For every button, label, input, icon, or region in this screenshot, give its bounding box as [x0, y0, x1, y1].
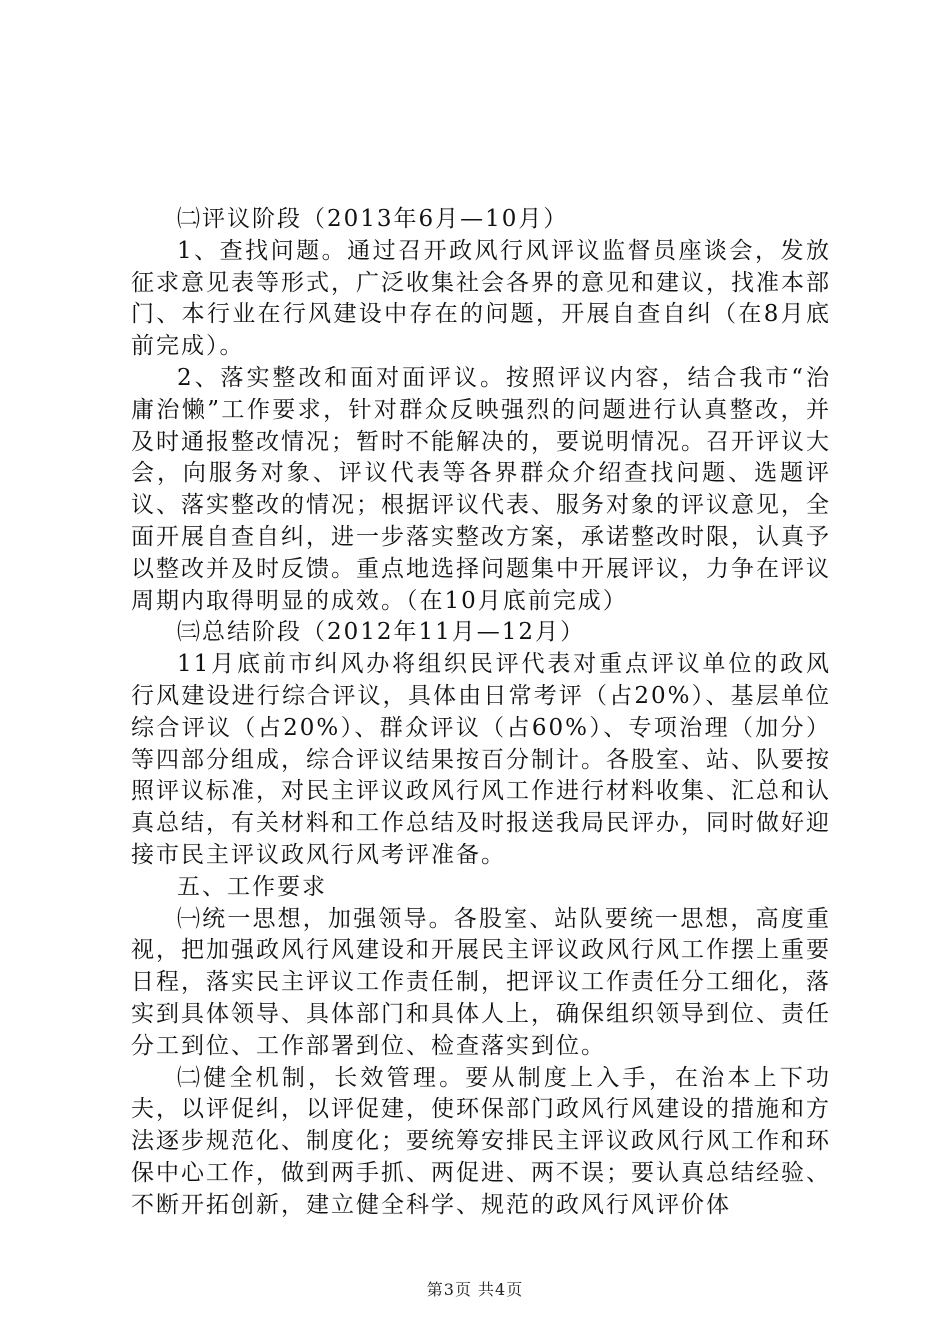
section-heading-work-requirements: 五、工作要求	[177, 873, 327, 900]
document-body	[131, 204, 831, 1222]
paragraph-unify-thinking: ㈠统一思想，加强领导。各股室、站队要统一思想，高度重视，把加强政风行风建设和开展民主评议政风行风工作摆上重要日程，落实民主评议工作责任制，把评议工作责任分工细化，落实到具体领导、具体部门和具体人上，确保组织领导到位、责任分工到位、工作部署到位、检查落实到位。	[131, 905, 831, 1059]
paragraph-review-stage-heading: ㈡评议阶段（2013年6月—10月）	[177, 206, 569, 232]
paragraph-find-problems: 1、查找问题。通过召开政风行风评议监督员座谈会，发放征求意见表等形式，广泛收集社会各界的意见和建议，找准本部门、本行业在行风建设中存在的问题，开展自查自纠（在8月底前完成）。	[131, 237, 831, 360]
paragraph-summary-details: 11月底前市纠风办将组织民评代表对重点评议单位的政风行风建设进行综合评议，具体由日常考评（占20%）、基层单位综合评议（占20%）、群众评议（占60%）、专项治理（加分）等四部分组成，综合评议结果按百分制计。各股室、站、队要按照评议标准，对民主评议政风行风工作进行材料收集、汇总和认真总结，有关材料和工作总结及时报送我局民评办，同时做好迎接市民主评议政风行风考评准备。	[131, 651, 831, 868]
paragraph-summary-stage-heading: ㈢总结阶段（2012年11月—12月）	[177, 619, 586, 646]
page-footer: 第3页 共4页	[426, 1280, 524, 1299]
paragraph-rectification: 2、落实整改和面对面评议。按照评议内容，结合我市“治庸治懒”工作要求，针对群众反映强烈的问题进行认真整改，并及时通报整改情况；暂时不能解决的，要说明情况。召开评议大会，向服务对象、评议代表等各界群众介绍查找问题、选题评议、落实整改的情况；根据评议代表、服务对象的评议意见，全面开展自查自纠，进一步落实整改方案，承诺整改时限，认真予以整改并及时反馈。重点地选择问题集中开展评议，力争在评议周期内取得明显的成效。（在10月底前完成）	[131, 364, 831, 614]
paragraph-sound-mechanism: ㈡健全机制，长效管理。要从制度上入手，在治本上下功夫，以评促纠，以评促建，使环保部门政风行风建设的措施和方法逐步规范化、制度化；要统筹安排民主评议政风行风工作和环保中心工作，做到两手抓、两促进、两不误；要认真总结经验、不断开拓创新，建立健全科学、规范的政风行风评价体	[131, 1064, 831, 1218]
